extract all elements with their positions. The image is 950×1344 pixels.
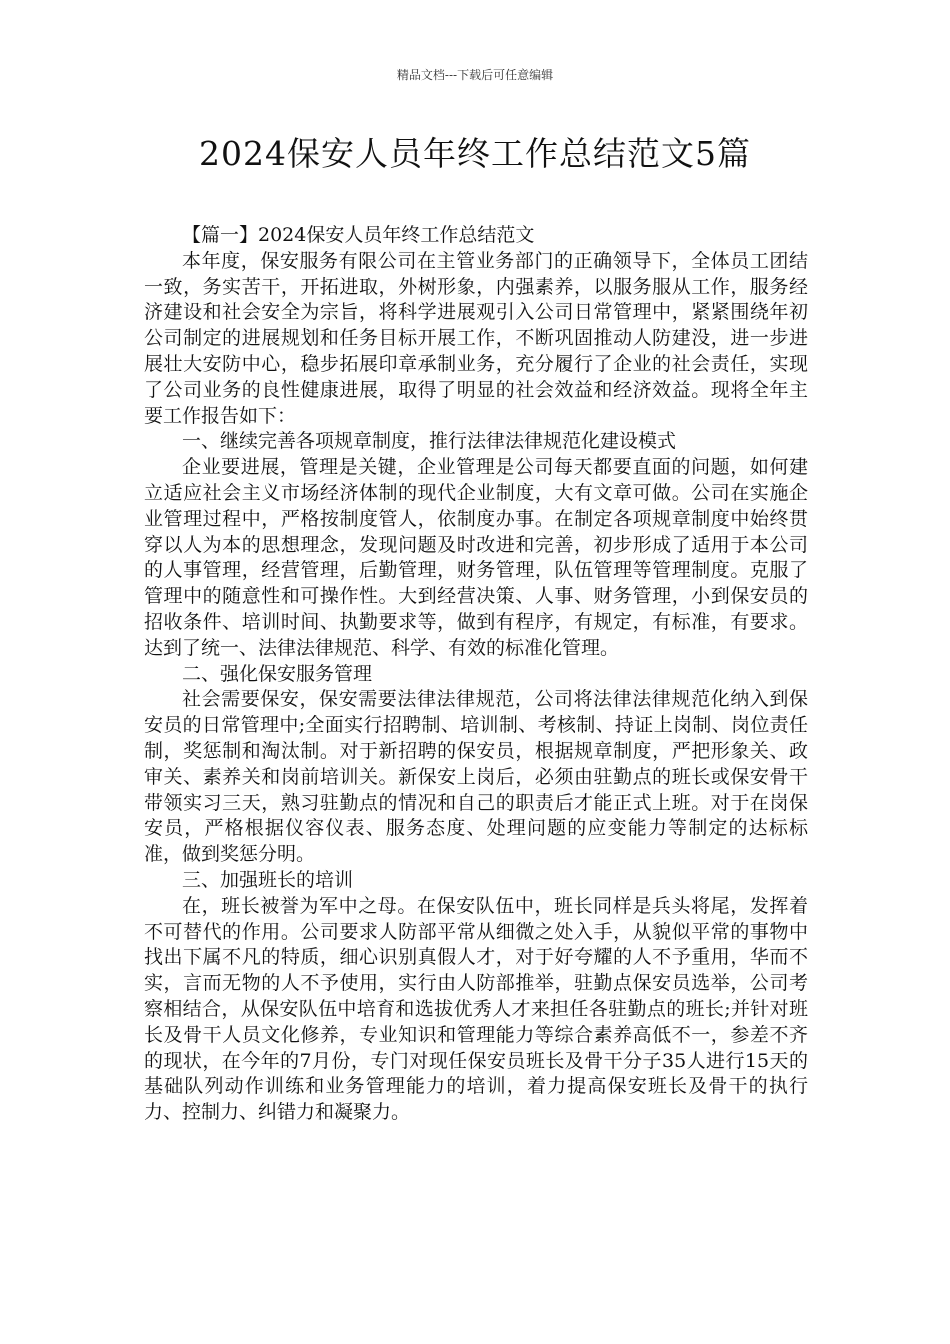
heading-2: 二、强化保安服务管理 [182, 662, 373, 685]
heading-3: 三、加强班长的培训 [182, 868, 354, 891]
header-note: 精品文档---下载后可任意编辑 [396, 68, 554, 82]
paragraph-3: 在，班长被誉为军中之母。在保安队伍中，班长同样是兵头将尾，发挥着不可替代的作用。公司要求人防部平常从细微之处入手，从貌似平常的事物中找出下属不凡的特质，细心识别真假人才，对于好夸耀的人不予重用，华而不实，言而无物的人不予使用，实行由人防部推举，驻勤点保安员选举，公司考察相结合，从保安队伍中培育和选拔优秀人才来担任各驻勤点的班长;并针对班长及骨干人员文化修养，专业知识和管理能力等综合素养高低不一，参差不齐的现状，在今年的7月份，专门对现任保安员班长及骨干分子35人进行15天的基础队列动作训练和业务管理能力的培训，着力提高保安班长及骨干的执行力、控制力、纠错力和凝聚力。 [144, 894, 808, 1124]
paragraph-1: 企业要进展，管理是关键，企业管理是公司每天都要直面的问题，如何建立适应社会主义市场经济体制的现代企业制度，大有文章可做。公司在实施企业管理过程中，严格按制度管人，依制度办事。在制定各项规章制度中始终贯穿以人为本的思想理念，发现问题及时改进和完善，初步形成了适用于本公司的人事管理，经营管理，后勤管理，财务管理，队伍管理等管理制度。克服了管理中的随意性和可操作性。大到经营决策、人事、财务管理，小到保安员的招收条件、培训时间、执勤要求等，做到有程序，有规定，有标准，有要求。达到了统一、法律法律规范、科学、有效的标准化管理。 [144, 456, 808, 659]
section-title: 【篇一】2024保安人员年终工作总结范文 [182, 224, 535, 246]
paragraph-intro: 本年度，保安服务有限公司在主管业务部门的正确领导下，全体员工团结一致，务实苦干，开拓进取，外树形象，内强素养，以服务服从工作，服务经济建设和社会安全为宗旨，将科学进展观引入公司日常管理中，紧紧围绕年初公司制定的进展规划和任务目标开展工作，不断巩固推动人防建没，进一步进展壮大安防中心，稳步拓展印章承制业务，充分履行了企业的社会责任，实现了公司业务的良性健康进展，取得了明显的社会效益和经济效益。现将全年主要工作报告如下： [144, 249, 808, 427]
paragraph-2: 社会需要保安，保安需要法律法律规范，公司将法律法律规范化纳入到保安员的日常管理中;全面实行招聘制、培训制、考核制、持证上岗制、岗位责任制，奖惩制和淘汰制。对于新招聘的保安员，根据规章制度，严把形象关、政审关、素养关和岗前培训关。新保安上岗后，必须由驻勤点的班长或保安骨干带领实习三天，熟习驻勤点的情况和自己的职责后才能正式上班。对于在岗保安员，严格根据仪容仪表、服务态度、处理问题的应变能力等制定的达标标准，做到奖惩分明。 [144, 688, 808, 866]
document-body [144, 223, 808, 1126]
heading-1: 一、继续完善各项规章制度，推行法律法律规范化建设模式 [182, 430, 677, 453]
document-title: 2024保安人员年终工作总结范文5篇 [199, 134, 751, 173]
